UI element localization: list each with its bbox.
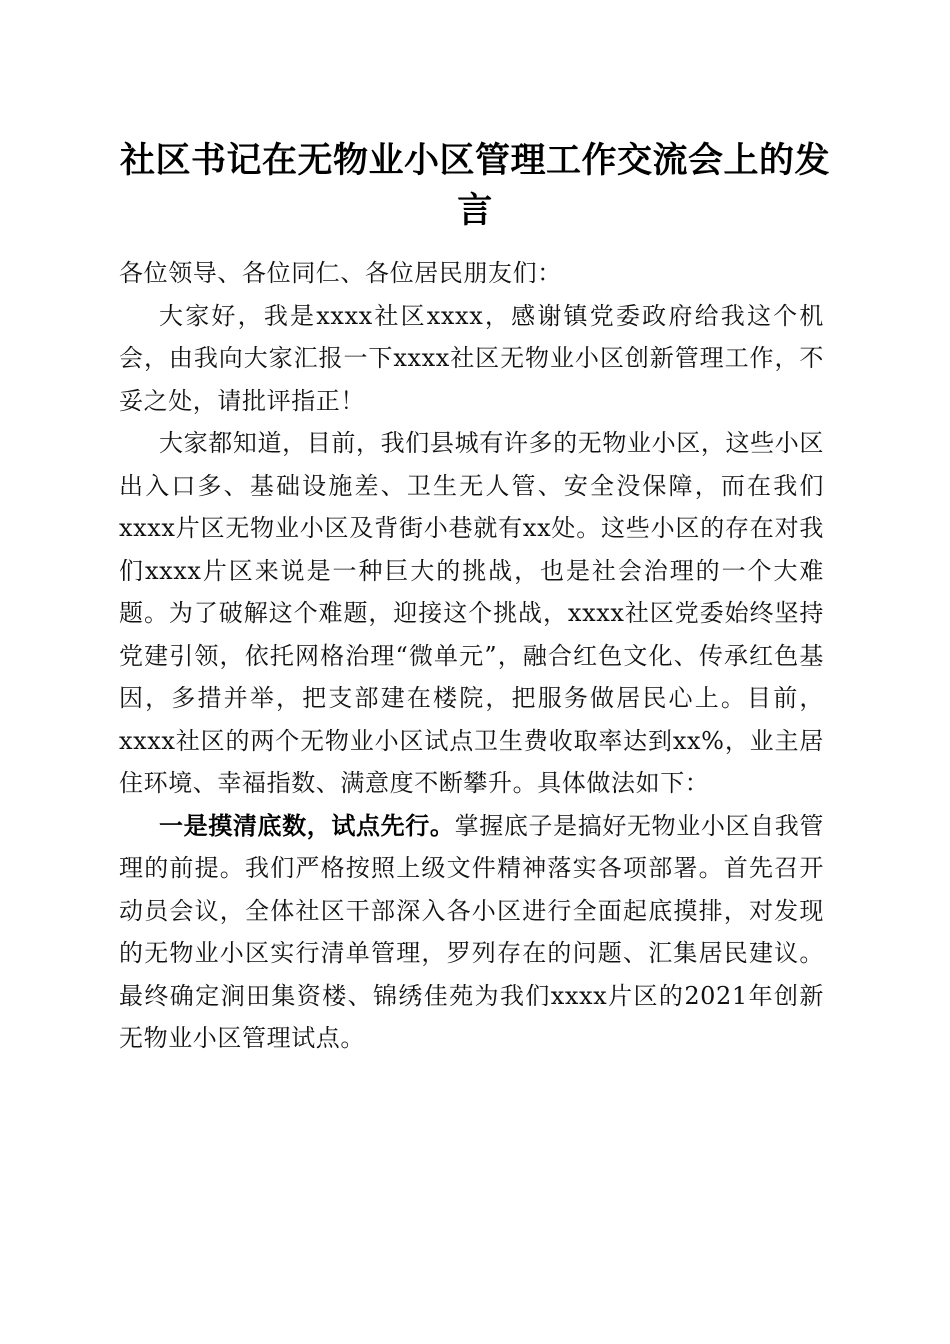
paragraph-intro: 大家好，我是xxxx社区xxxx，感谢镇党委政府给我这个机会，由我向大家汇报一下xxxx社区无物业小区创新管理工作，不妥之处，请批评指正！ bbox=[119, 301, 824, 415]
salutation: 各位领导、各位同仁、各位居民朋友们： bbox=[119, 259, 562, 287]
measure-one-text: 掌握底子是搞好无物业小区自我管理的前提。我们严格按照上级文件精神落实各项部署。首先召开动员会议，全体社区干部深入各小区进行全面起底摸排，对发现的无物业小区实行清单管理，罗列存在的问题、汇集居民建议。最终确定涧田集资楼、锦绣佳苑为我们xxxx片区的2021年创新无物业小区管理试点。 bbox=[119, 811, 825, 1052]
document-title: 社区书记在无物业小区管理工作交流会上的发言 bbox=[119, 140, 830, 231]
measure-one-heading: 一是摸清底数，试点先行。 bbox=[159, 810, 455, 840]
paragraph-background: 大家都知道，目前，我们县城有许多的无物业小区，这些小区出入口多、基础设施差、卫生无人管、安全没保障，而在我们xxxx片区无物业小区及背街小巷就有xx处。这些小区的存在对我们xxxx片区来说是一种巨大的挑战，也是社会治理的一个大难题。为了破解这个难题，迎接这个挑战，xxxx社区党委始终坚持党建引领，依托网格治理“微单元”，融合红色文化、传承红色基因，多措并举，把支部建在楼院，把服务做居民心上。目前，xxxx社区的两个无物业小区试点卫生费收取率达到xx%，业主居住环境、幸福指数、满意度不断攀升。具体做法如下： bbox=[119, 429, 824, 797]
document-body bbox=[119, 252, 824, 1060]
paragraph-measure-one bbox=[119, 805, 824, 1060]
